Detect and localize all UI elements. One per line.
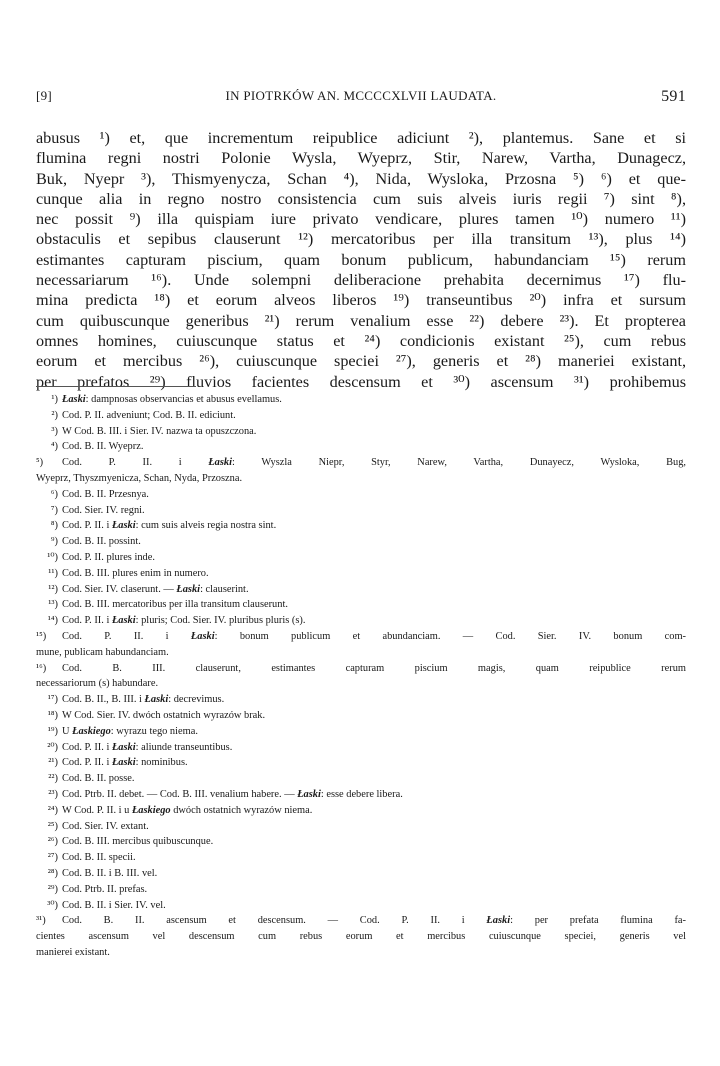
text-line: eorum et mercibus ²⁶), cuiuscunque speciei ²⁷), generis et ²⁸) maneriei existant,	[36, 352, 686, 371]
footnotes	[36, 392, 686, 961]
footnote-text: Cod. P. II. i	[62, 630, 191, 642]
footnote-text: : pluris; Cod. Sier. IV. pluribus pluris (s).	[135, 615, 306, 627]
footnote-text: Cod. P. II. i	[62, 457, 209, 469]
footnote-text: : Wyszla Niepr, Styr, Narew, Vartha, Dunayecz, Wysloka, Bug,	[231, 457, 686, 469]
footnote	[36, 945, 686, 961]
source-name: Łaski	[62, 394, 86, 405]
footnote	[36, 929, 686, 945]
footnote-marker: ¹²)	[48, 583, 58, 595]
text-line: flumina regni nostri Polonie Wysla, Wyeprz, Stir, Narew, Vartha, Dunagecz,	[36, 149, 686, 168]
footnote	[36, 740, 686, 756]
footnote-text: Cod. P. II. i	[62, 615, 112, 627]
footnote-marker: ²⁴)	[47, 804, 58, 816]
footnote	[36, 676, 686, 692]
footnote-marker: ³¹)	[36, 915, 46, 927]
footnote-marker: ³⁰)	[47, 899, 58, 911]
footnote	[36, 471, 686, 487]
footnote-text: Cod. B. II. ascensum et descensum. — Cod. P. II. i	[62, 915, 487, 927]
text-line: obstaculis et sepibus clauserunt ¹²) mercatoribus per illa transitum ¹³), plus ¹⁴)	[36, 230, 686, 249]
footnote-text: Cod. B. II. specii.	[62, 852, 136, 864]
footnote-marker: ¹⁰)	[47, 551, 58, 563]
footnote-text: : per prefata flumina fa-	[510, 915, 687, 927]
footnote-marker: ⁴)	[50, 441, 58, 453]
source-name: Łaskiego	[72, 725, 111, 737]
footnote-text: Cod. P. II. i	[62, 757, 112, 769]
footnote-text: Cod. P. II. i	[62, 520, 112, 532]
footnote-text: Cod. P. II. adveniunt; Cod. B. II. ediciunt.	[62, 409, 236, 421]
footnote-text: : bonum publicum et abundanciam. — Cod. Sier. IV. bonum com-	[214, 630, 686, 642]
footnote	[36, 819, 686, 835]
footnote	[36, 724, 686, 740]
footnote	[36, 866, 686, 882]
footnote	[36, 408, 686, 424]
footnote	[36, 834, 686, 850]
footnote-marker: ²⁸)	[47, 867, 58, 879]
footnote-text: : nominibus.	[135, 757, 188, 769]
footnote	[36, 755, 686, 771]
footnote-text: : decrevimus.	[168, 694, 225, 706]
footnote-marker: ¹⁷)	[47, 694, 58, 706]
footnote	[36, 850, 686, 866]
running-header	[36, 88, 686, 110]
footnote-text: W Cod. Sier. IV. dwóch ostatnich wyrazów brak.	[62, 709, 266, 721]
source-name: Łaski	[486, 915, 511, 927]
footnote-text: W Cod. P. II. i u	[62, 804, 132, 816]
footnote-text: Cod. B. II. possint.	[62, 536, 141, 548]
footnote	[36, 787, 686, 803]
text-line: per prefatos ²⁹) fluvios facientes descensum et ³⁰) ascensum ³¹) prohibemus	[36, 372, 686, 391]
footnote	[36, 645, 686, 661]
source-name: Łaski	[111, 520, 136, 532]
footnote-text: manierei existant.	[36, 946, 110, 958]
section-number: [9]	[36, 88, 53, 103]
footnote-text: Cod. B. III. clauserunt, estimantes capturam piscium magis, quam reipublice rerum	[62, 662, 686, 674]
footnote-marker: ⁶)	[50, 488, 58, 500]
footnote-text: Cod. P. II. plures inde.	[62, 551, 155, 563]
footnote-text: Cod. P. II. i	[62, 741, 112, 753]
footnote-text: : cum suis alveis regia nostra sint.	[135, 520, 277, 532]
source-name: Łaski	[144, 694, 169, 706]
footnote	[36, 424, 686, 440]
footnote-text: Cod. B. III. mercibus quibuscunque.	[62, 836, 214, 848]
footnote	[36, 550, 686, 566]
text-line: cum quibuscunque generibus ²¹) rerum venalium esse ²²) debere ²³). Et propterea	[36, 311, 686, 330]
footnote	[36, 898, 686, 914]
footnote-marker: ⁷)	[50, 504, 58, 516]
footnote-marker: ⁵)	[36, 457, 44, 469]
footnote	[36, 566, 686, 582]
text-line: omnes homines, cuiuscunque status et ²⁴) condicionis existant ²⁵), cum rebus	[36, 331, 686, 350]
footnote-marker: ¹⁵)	[36, 630, 47, 642]
footnote	[36, 629, 686, 645]
footnote	[36, 439, 686, 455]
footnote	[36, 708, 686, 724]
footnote	[36, 913, 686, 929]
footnote	[36, 455, 686, 471]
footnote	[36, 534, 686, 550]
text-line: mina predicta ¹⁸) et eorum alveos liberos ¹⁹) transeuntibus ²⁰) infra et sursum	[36, 291, 686, 310]
footnote-text: : clauserint.	[200, 583, 249, 595]
footnote	[36, 661, 686, 677]
footnote-text: Cod. B. II. Przesnya.	[62, 488, 149, 500]
footnote-text: Cod. Sier. IV. claserunt. —	[62, 583, 177, 595]
footnote-text: Wyeprz, Thyszmyenicza, Schan, Nyda, Przoszna.	[36, 472, 243, 484]
footnote-text: : esse debere libera.	[320, 788, 403, 800]
text-line: cunque alia in regno nostro consistencia cum suis alveis iuris regii ⁷) sint ⁸),	[36, 189, 686, 208]
footnote-marker: ²⁰)	[47, 741, 58, 753]
footnote-text: cientes ascensum vel descensum cum rebus eorum et mercibus cuiuscunque speciei, generis vel	[36, 931, 686, 943]
footnote	[36, 582, 686, 598]
footnote-marker: ¹³)	[48, 599, 58, 611]
footnote-text: Cod. Ptrb. II. prefas.	[62, 883, 148, 895]
footnote-marker: ²⁶)	[47, 836, 58, 848]
footnote-text: Cod. B. III. plures enim in numero.	[62, 567, 209, 579]
footnote-marker: ¹)	[51, 394, 58, 405]
footnote-marker: ¹¹)	[48, 567, 58, 579]
footnote-marker: ²¹)	[48, 757, 58, 769]
footnote-marker: ⁹)	[50, 536, 58, 548]
footnote-text: : wyrazu tego niema.	[110, 725, 198, 737]
footnote-text: necessariorum (s) habundare.	[36, 678, 159, 690]
footnote	[36, 613, 686, 629]
footnote-text: Cod. B. II. posse.	[62, 773, 135, 785]
footnote	[36, 692, 686, 708]
footnote-marker: ⁸)	[50, 520, 58, 532]
source-name: Łaski	[111, 757, 136, 769]
footnote-marker: ¹⁶)	[36, 662, 47, 674]
footnote	[36, 597, 686, 613]
footnote-marker: ¹⁸)	[47, 709, 58, 721]
footnote-text: Cod. B. III. mercatoribus per illa transitum clauserunt.	[62, 599, 288, 611]
footnote-marker: ²)	[51, 409, 58, 421]
footnote	[36, 518, 686, 534]
footnote-text: mune, publicam habundanciam.	[36, 646, 169, 658]
source-name: Łaski	[190, 630, 215, 642]
footnote-marker: ¹⁴)	[47, 615, 58, 627]
source-name: Łaski	[111, 615, 136, 627]
footnote	[36, 803, 686, 819]
footnote-rule	[36, 386, 196, 387]
footnote-text: Cod. B. II. i Sier. IV. vel.	[62, 899, 166, 911]
source-name: Łaskiego	[131, 804, 171, 816]
footnote-text: Cod. Sier. IV. extant.	[62, 820, 149, 832]
footnote	[36, 771, 686, 787]
footnote-marker: ¹⁹)	[47, 725, 58, 737]
text-line: necessariarum ¹⁶). Unde solempni deliberacione prehabita decernimus ¹⁷) flu-	[36, 271, 686, 290]
footnote-text: Cod. B. II. Wyeprz.	[62, 441, 144, 453]
footnote	[36, 503, 686, 519]
text-line: abusus ¹) et, que incrementum reipublice adiciunt ²), plantemus. Sane et si	[36, 129, 686, 147]
main-text	[36, 128, 686, 392]
footnote-text: Cod. Sier. IV. regni.	[62, 504, 145, 516]
footnote-marker: ³)	[51, 425, 58, 437]
source-name: Łaski	[111, 741, 136, 753]
footnote-text: W Cod. B. III. i Sier. IV. nazwa ta opuszczona.	[62, 425, 257, 437]
source-name: Łaski	[297, 788, 321, 800]
footnote	[36, 392, 686, 408]
footnote-marker: ²³)	[48, 788, 58, 800]
text-line: Buk, Nyepr ³), Thismyenycza, Schan ⁴), Nida, Wysloka, Przosna ⁵) ⁶) et que-	[36, 169, 686, 188]
text-line: estimantes capturam piscium, quam bonum publicum, habundanciam ¹⁵) rerum	[36, 250, 686, 269]
footnote-text: : aliunde transeuntibus.	[135, 741, 233, 753]
footnote-text: dwóch ostatnich wyrazów niema.	[170, 804, 313, 816]
text-line: nec possit ⁹) illa quispiam iure privato vendicare, plures tamen ¹⁰) numero ¹¹)	[36, 210, 686, 229]
footnote-marker: ²²)	[48, 773, 58, 785]
footnote	[36, 882, 686, 898]
footnote-text: Cod. B. II., B. III. i	[62, 694, 145, 706]
footnote-text: Cod. B. II. i B. III. vel.	[62, 867, 158, 879]
footnote-text: U	[62, 725, 73, 737]
footnote-marker: ²⁹)	[47, 883, 58, 895]
source-name: Łaski	[176, 583, 201, 595]
footnote-marker: ²⁵)	[47, 820, 58, 832]
source-name: Łaski	[208, 457, 232, 469]
page-number: 591	[661, 88, 686, 105]
running-title: IN PIOTRKÓW AN. MCCCCXLVII LAUDATA.	[225, 88, 497, 103]
footnote-text: Cod. Ptrb. II. debet. — Cod. B. III. venalium habere. —	[62, 788, 298, 800]
footnote-text: : dampnosas observancias et abusus evellamus.	[85, 394, 282, 405]
footnote	[36, 487, 686, 503]
footnote-marker: ²⁷)	[47, 852, 58, 864]
